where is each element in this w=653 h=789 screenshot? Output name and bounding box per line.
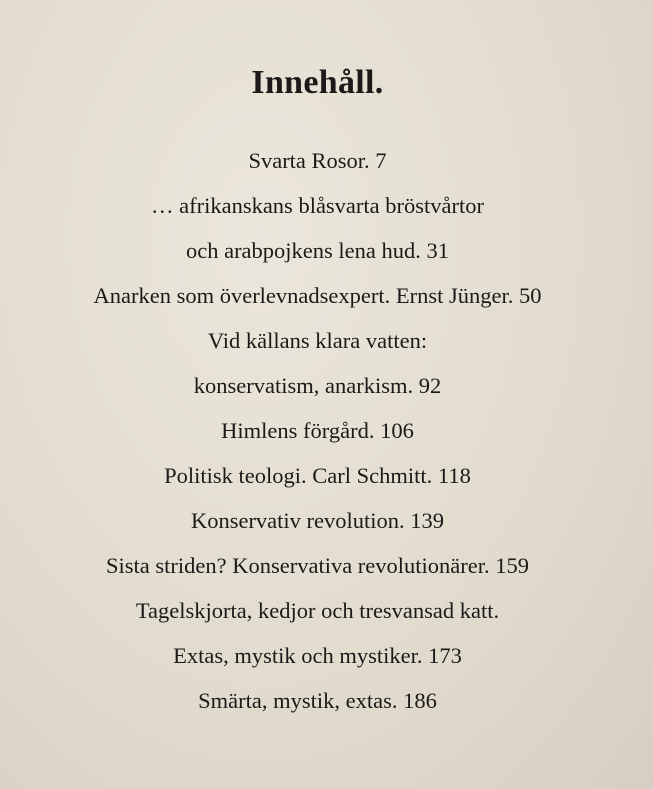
toc-entry: Anarken som överlevnadsexpert. Ernst Jünger. 50 (93, 283, 542, 308)
toc-entry: Tagelskjorta, kedjor och tresvansad katt. (135, 598, 500, 623)
toc-entry: konservatism, anarkism. 92 (193, 373, 442, 398)
toc-entry: Extas, mystik och mystiker. 173 (173, 643, 462, 668)
toc-entry: Smärta, mystik, extas. 186 (198, 688, 437, 713)
toc-entry: … afrikanskans blåsvarta bröstvårtor (150, 193, 485, 218)
toc-entry: Himlens förgård. 106 (221, 418, 414, 443)
toc-entry: Sista striden? Konservativa revolutionärer. 159 (105, 553, 530, 578)
toc-entry: Svarta Rosor. 7 (248, 148, 387, 173)
toc-entry: Konservativ revolution. 139 (190, 508, 445, 533)
toc-entry: Politisk teologi. Carl Schmitt. 118 (164, 463, 471, 488)
table-of-contents (0, 138, 635, 723)
page-title: Innehåll. (251, 63, 384, 101)
toc-entry: Vid källans klara vatten: (207, 328, 428, 353)
toc-entry: och arabpojkens lena hud. 31 (185, 238, 450, 263)
